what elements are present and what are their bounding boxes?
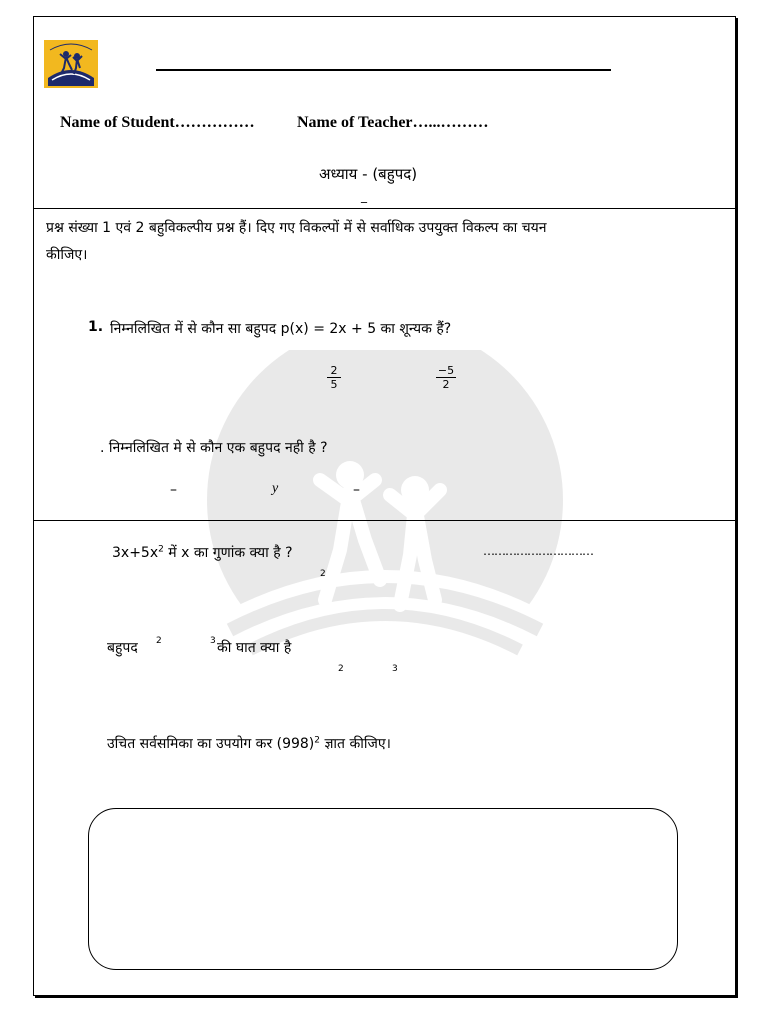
q3-stray-digit: 2 xyxy=(320,569,326,579)
q3-expression: 3x+5x xyxy=(112,545,159,561)
teacher-name-label: Name of Teacher…...……… xyxy=(297,114,489,131)
q3-answer-dots: ………………………… xyxy=(483,544,593,558)
q3-question: में x का गुणांक क्या है ? xyxy=(163,545,293,561)
q1-option-b-denominator: 2 xyxy=(442,378,450,391)
q5-text xyxy=(107,734,391,753)
q4-exponent-2: 3 xyxy=(210,636,216,646)
chapter-title-underline: _ xyxy=(361,189,367,203)
q5-text-b: ज्ञात कीजिए। xyxy=(320,736,391,752)
q4-prefix: बहुपद xyxy=(107,640,138,656)
q2-option-a: – xyxy=(170,482,177,498)
q4-question: की घात क्या है xyxy=(217,640,292,656)
q1-option-b xyxy=(436,364,456,391)
q4-stray-digit-2: 3 xyxy=(392,664,398,674)
title-rule xyxy=(156,69,611,71)
q2-text: . निम्नलिखित मे से कौन एक बहुपद नही है ? xyxy=(100,440,328,456)
q5-exponent: 2 xyxy=(314,735,320,746)
q1-option-a-numerator: 2 xyxy=(327,364,341,378)
chapter-title: अध्याय - (बहुपद) xyxy=(319,165,418,183)
instructions-line-2: कीजिए। xyxy=(46,247,88,263)
section-divider-top xyxy=(33,208,735,209)
q1-number: 1. xyxy=(88,319,104,335)
q3-exponent: 2 xyxy=(158,544,164,555)
q4-exponent-1: 2 xyxy=(156,636,162,646)
q2-option-b: y xyxy=(272,481,279,496)
q1-text: निम्नलिखित में से कौन सा बहुपद p(x) = 2x + 5 का शून्यक हैं? xyxy=(110,321,452,337)
q1-option-b-numerator: −5 xyxy=(437,364,455,377)
q5-text-a: उचित सर्वसमिका का उपयोग कर (998) xyxy=(107,736,315,752)
q3-text xyxy=(112,543,293,562)
school-logo-icon xyxy=(44,40,98,88)
q2-option-c: – xyxy=(353,482,360,498)
answer-box[interactable] xyxy=(88,808,678,970)
section-divider-middle xyxy=(33,520,735,521)
instructions-line-1: प्रश्न संख्या 1 एवं 2 बहुविकल्पीय प्रश्न हैं। दिए गए विकल्पों में से सर्वाधिक उपयुक्त विकल्प का चयन xyxy=(46,220,547,236)
q1-option-a-denominator: 5 xyxy=(330,378,338,391)
student-name-label: Name of Student…………… xyxy=(60,114,255,131)
q1-option-a xyxy=(327,364,341,391)
q4-stray-digit-1: 2 xyxy=(338,664,344,674)
